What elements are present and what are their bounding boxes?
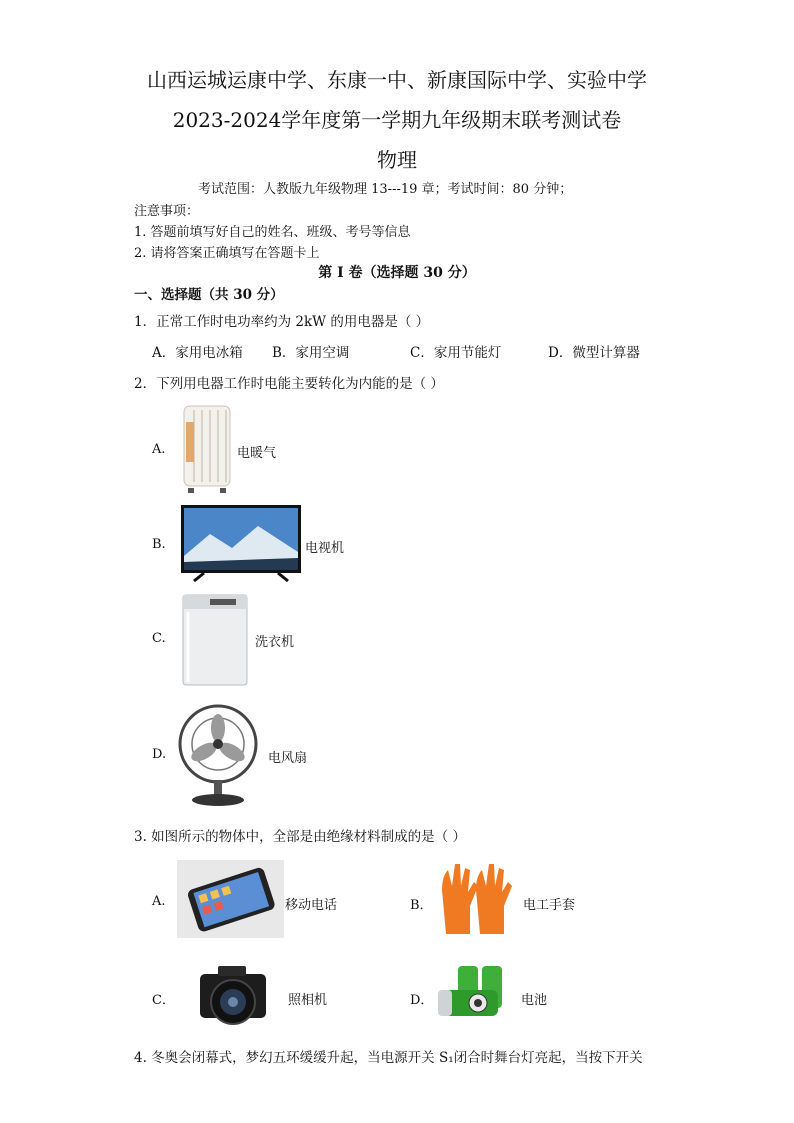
exam-title: 2023-2024学年度第一学期九年级期末联考测试卷	[172, 108, 622, 132]
q3-option-d-label: 电池	[521, 993, 548, 1008]
washing-machine-image	[180, 592, 250, 688]
exam-school-line: 山西运城运康中学、东康一中、新康国际中学、实验中学	[147, 68, 647, 92]
q3-option-c-letter: C．	[152, 993, 175, 1008]
battery-image	[434, 962, 518, 1024]
q3-stem: 3. 如图所示的物体中，全部是由绝缘材料制成的是（ ）	[134, 829, 466, 845]
q1-stem: 1．正常工作时电功率约为 2kW 的用电器是（ ）	[134, 314, 430, 330]
note-item-2: 2. 请将答案正确填写在答题卡上	[134, 246, 320, 261]
q3-option-b-letter: B．	[410, 898, 433, 913]
subject-title: 物理	[377, 148, 417, 172]
note-item-1: 1. 答题前填写好自己的姓名、班级、考号等信息	[134, 225, 411, 240]
q3-option-c-label: 照相机	[288, 993, 328, 1008]
volume-title: 第 I 卷（选择题 30 分）	[318, 265, 476, 281]
q3-option-b-label: 电工手套	[523, 898, 576, 913]
q1-option-d: D．微型计算器	[548, 345, 640, 361]
q2-option-b-letter: B.	[152, 537, 166, 552]
q3-option-d-letter: D．	[410, 993, 434, 1008]
q3-option-a-label: 移动电话	[285, 898, 338, 913]
electrician-gloves-image	[432, 860, 516, 940]
exam-scope: 考试范围：人教版九年级物理 13---19 章；考试时间：80 分钟；	[198, 182, 573, 197]
notes-title: 注意事项：	[134, 204, 200, 219]
q2-option-c-letter: C.	[152, 631, 166, 646]
q1-option-c: C．家用节能灯	[410, 345, 502, 361]
q2-option-d-letter: D.	[152, 747, 167, 762]
part-title: 一、选择题（共 30 分）	[134, 287, 284, 303]
electric-fan-image	[178, 702, 264, 808]
q2-option-b-label: 电视机	[305, 541, 345, 556]
q1-option-a: A．家用电冰箱	[152, 345, 243, 361]
q3-option-a-letter: A.	[152, 894, 166, 909]
mobile-phone-image	[177, 860, 284, 938]
q2-option-a-letter: A.	[152, 442, 166, 457]
q1-option-b: B．家用空调	[272, 345, 350, 361]
q2-option-c-label: 洗衣机	[255, 635, 295, 650]
q4-stem: 4. 冬奥会闭幕式，梦幻五环缓缓升起，当电源开关 S₁闭合时舞台灯亮起，当按下开关	[134, 1050, 643, 1066]
q2-option-a-label: 电暖气	[237, 446, 277, 461]
q2-option-d-label: 电风扇	[268, 751, 308, 766]
q2-stem: 2．下列用电器工作时电能主要转化为内能的是（ ）	[134, 376, 444, 392]
electric-heater-image	[180, 402, 234, 494]
television-image	[180, 504, 302, 582]
camera-image	[196, 962, 270, 1030]
